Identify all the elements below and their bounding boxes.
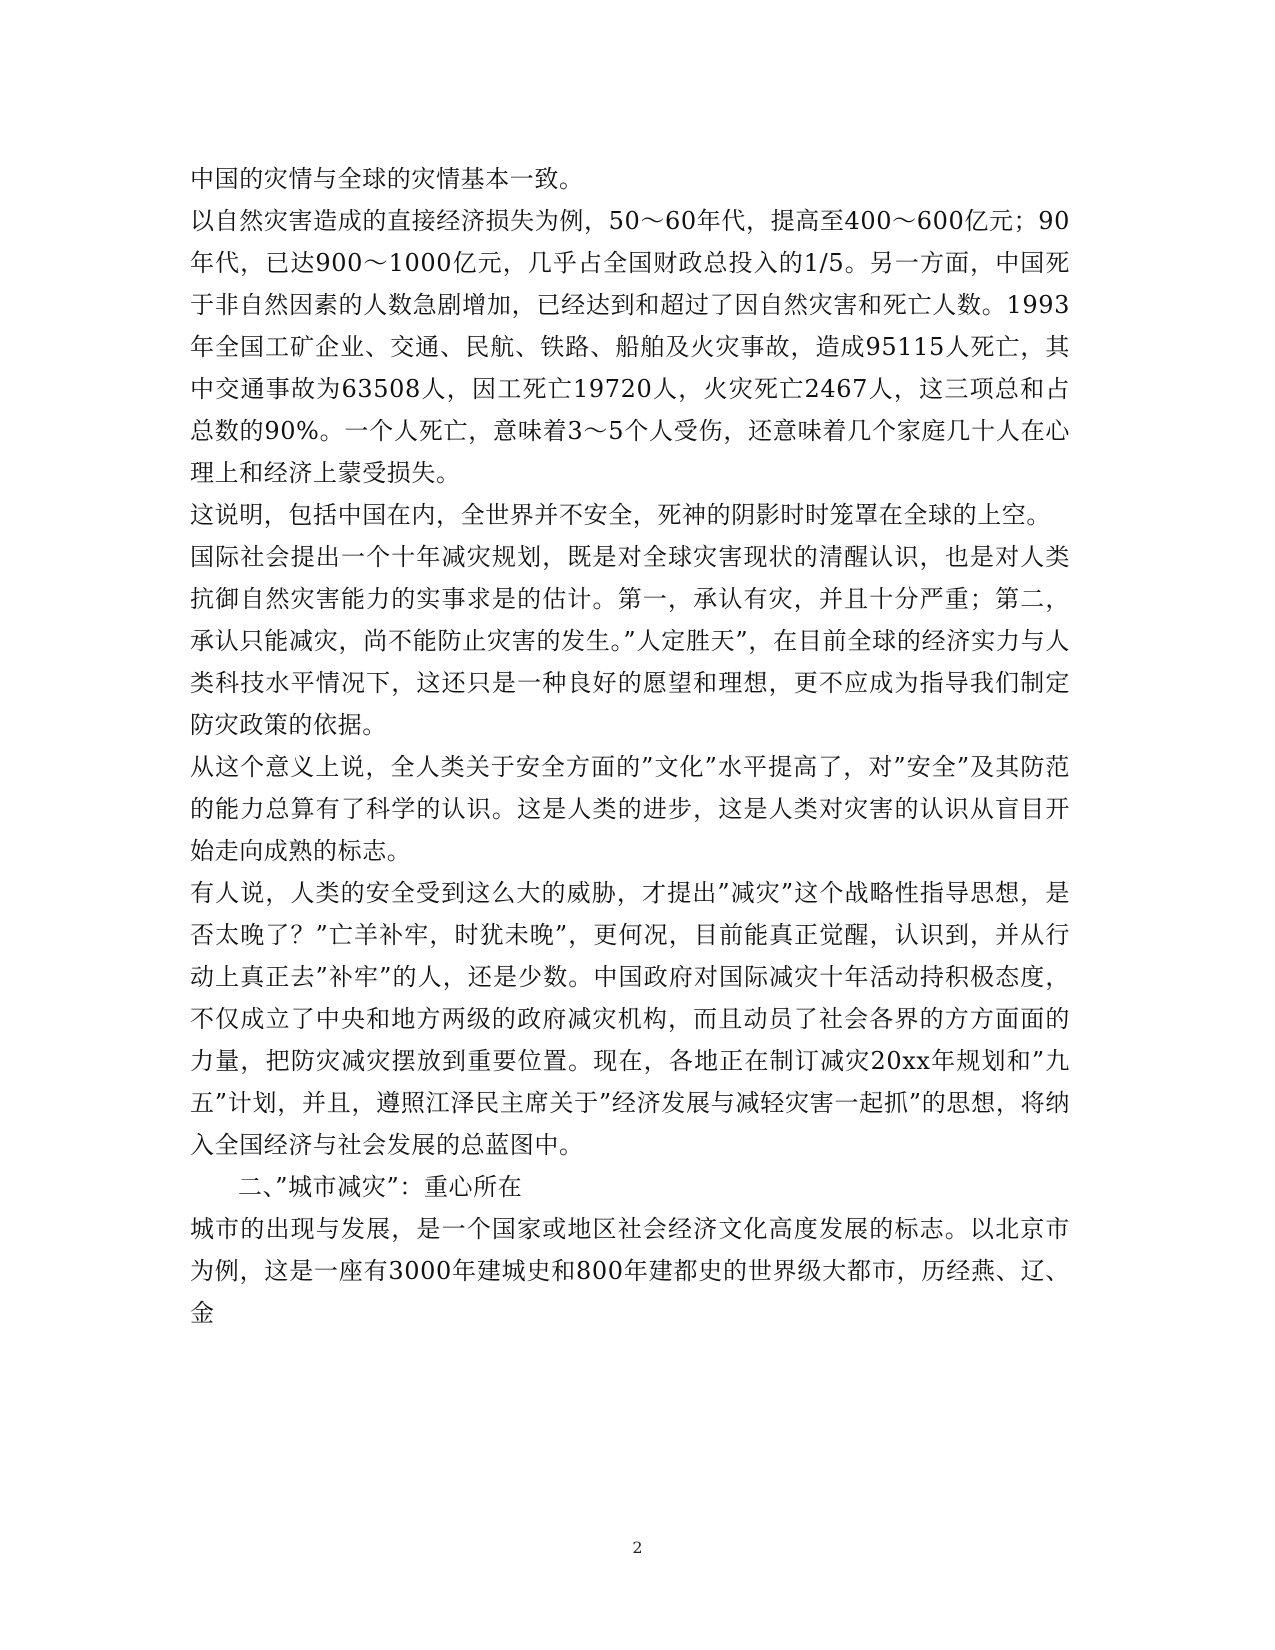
paragraph-world-not-safe: 这说明，包括中国在内，全世界并不安全，死神的阴影时时笼罩在全球的上空。 bbox=[190, 501, 1051, 529]
paragraph-government-attitude: 有人说，人类的安全受到这么大的威胁，才提出”减灾”这个战略性指导思想，是否太晚了？”亡羊补牢，时犹未晚”，更何况，目前能真正觉醒，认识到，并从行动上真正去”补牢”的人，还是少数。中国政府对国际减灾十年活动持积极态度，不仅成立了中央和地方两级的政府减灾机构，而且动员了社会各界的方方面面的力量，把防灾减灾摆放到重要位置。现在，各地正在制订减灾20xx年规划和”九五”计划，并且，遵照江泽民主席关于”经济发展与减轻灾害一起抓”的思想，将纳入全国经济与社会发展的总蓝图中。 bbox=[190, 879, 1070, 1159]
paragraph-economic-losses: 以自然灾害造成的直接经济损失为例，50～60年代，提高至400～600亿元；90年代，已达900～1000亿元，几乎占全国财政总投入的1/5。另一方面，中国死于非自然因素的人数急剧增加，已经达到和超过了因自然灾害和死亡人数。1993年全国工矿企业、交通、民航、铁路、船舶及火灾事故，造成95115人死亡，其中交通事故为63508人，因工死亡19720人，火灾死亡2467人，这三项总和占总数的90%。一个人死亡，意味着3～5个人受伤，还意味着几个家庭几十人在心理上和经济上蒙受损失。 bbox=[190, 207, 1070, 487]
paragraph-city-development: 城市的出现与发展，是一个国家或地区社会经济文化高度发展的标志。以北京市为例，这是一座有3000年建城史和800年建都史的世界级大都市，历经燕、辽、金 bbox=[190, 1215, 1070, 1327]
page-number: 2 bbox=[632, 1538, 643, 1557]
paragraph-decade-plan: 国际社会提出一个十年减灾规划，既是对全球灾害现状的清醒认识，也是对人类抗御自然灾害能力的实事求是的估计。第一，承认有灾，并且十分严重；第二，承认只能减灾，尚不能防止灾害的发生。”人定胜天”，在目前全球的经济实力与人类科技水平情况下，这还只是一种良好的愿望和理想，更不应成为指导我们制定防灾政策的依据。 bbox=[190, 543, 1070, 739]
paragraph-disaster-consistency: 中国的灾情与全球的灾情基本一致。 bbox=[190, 165, 584, 193]
paragraph-safety-culture: 从这个意义上说，全人类关于安全方面的”文化”水平提高了，对”安全”及其防范的能力总算有了科学的认识。这是人类的进步，这是人类对灾害的认识从盲目开始走向成熟的标志。 bbox=[190, 753, 1070, 865]
section-heading: 二、”城市减灾”：重心所在 bbox=[238, 1173, 523, 1201]
document-body bbox=[190, 158, 1070, 1334]
